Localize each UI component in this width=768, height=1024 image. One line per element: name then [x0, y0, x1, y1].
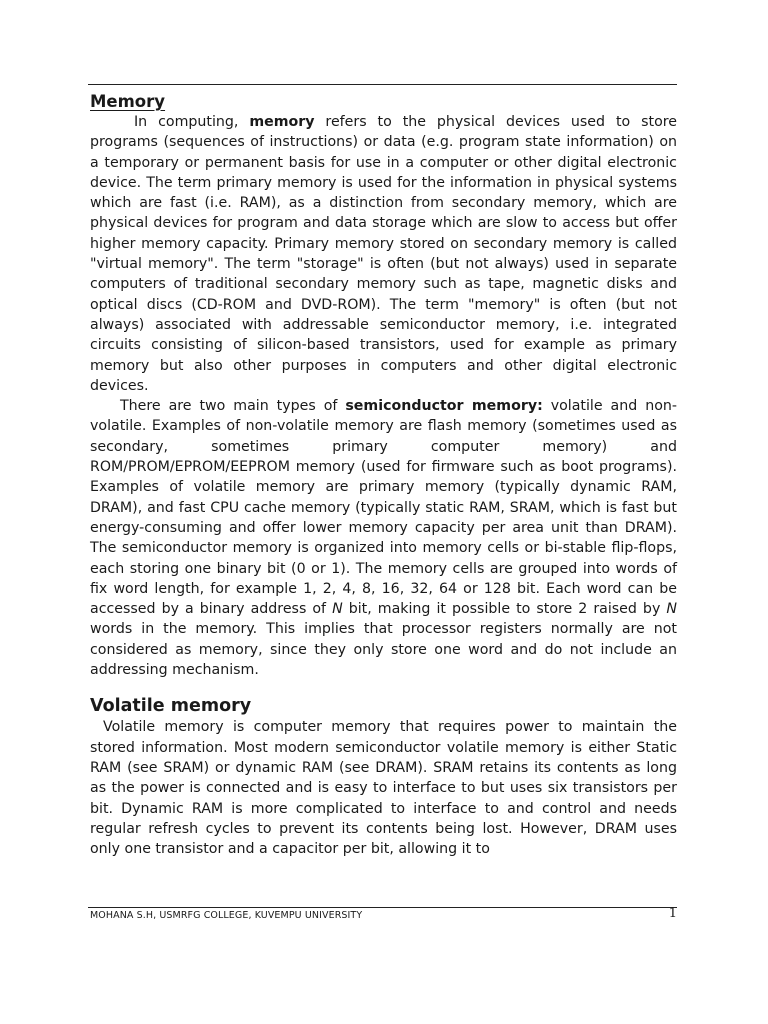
paragraph-volatile-memory: Volatile memory is computer memory that requires power to maintain the stored information. Most modern semiconductor volatile memory is either Static RAM (see SRAM) or dynamic RAM (see DRAM). SRAM retains its contents as long as the power is connected and is easy to interface to but uses six transistors per bit. Dynamic RAM is more complicated to interface to and control and needs regular refresh cycles to prevent its contents being lost. However, DRAM uses only one transistor and a capacitor per bit, allowing it to: [90, 719, 677, 858]
page-number: 1: [668, 906, 677, 921]
para1-text-start: In computing,: [134, 114, 250, 130]
subsection-heading-wrap: [90, 695, 677, 717]
para1-bold-term: memory: [249, 114, 315, 130]
para2-text-part2: bit, making it possible to store 2 raised by: [342, 601, 667, 618]
para2-text-part3: words in the memory. This implies that processor registers normally are not considered as memory, since they only store one word and do not include an addressing mechanism.: [90, 621, 677, 679]
para2-italic-n2: N: [666, 601, 677, 618]
footer-rule: [88, 907, 677, 908]
para2-bold-term: semiconductor memory:: [345, 398, 543, 415]
para2-italic-n1: N: [332, 601, 343, 618]
paragraph-semiconductor-memory: [90, 396, 677, 680]
section-heading-memory: Memory: [90, 92, 166, 111]
subsection-heading-volatile-memory: Volatile memory: [90, 696, 252, 717]
para2-text-start: There are two main types of: [120, 398, 346, 415]
paragraph-memory-definition: [90, 112, 677, 396]
para1-text-rest: refers to the physical devices used to store programs (sequences of instructions) or data (e.g. program state information) on a temporary or permanent basis for use in a computer or other digital electronic device. The term primary memory is used for the information in physical systems which are fast (i.e. RAM), as a distinction from secondary memory, which are physical devices for program and data storage which are slow to access but offer higher memory capacity. Primary memory stored on secondary memory is called "virtual memory". The term "storage" is often (but not always) used in separate computers of traditional secondary memory such as tape, magnetic disks and optical discs (CD-ROM and DVD-ROM). The term "memory" is often (but not always) associated with addressable semiconductor memory, i.e. integrated circuits consisting of silicon-based transistors, used for example as primary memory but also other purposes in computers and other digital electronic devices.: [90, 114, 677, 394]
header-rule: [88, 84, 677, 85]
document-body: [90, 88, 677, 859]
para2-text-part1: volatile and non-volatile. Examples of non-volatile memory are flash memory (sometimes used as secondary, sometimes primary computer memory) and ROM/PROM/EPROM/EEPROM memory (used for firmware such as boot programs). Examples of volatile memory are primary memory (typically dynamic RAM, DRAM), and fast CPU cache memory (typically static RAM, SRAM, which is fast but energy-consuming and offer lower memory capacity per area unit than DRAM). The semiconductor memory is organized into memory cells or bi-stable flip-flops, each storing one binary bit (0 or 1). The memory cells are grouped into words of fix word length, for example 1, 2, 4, 8, 16, 32, 64 or 128 bit. Each word can be accessed by a binary address of: [90, 398, 677, 618]
footer-author: MOHANA S.H, USMRFG COLLEGE, KUVEMPU UNIVERSITY: [90, 910, 363, 921]
